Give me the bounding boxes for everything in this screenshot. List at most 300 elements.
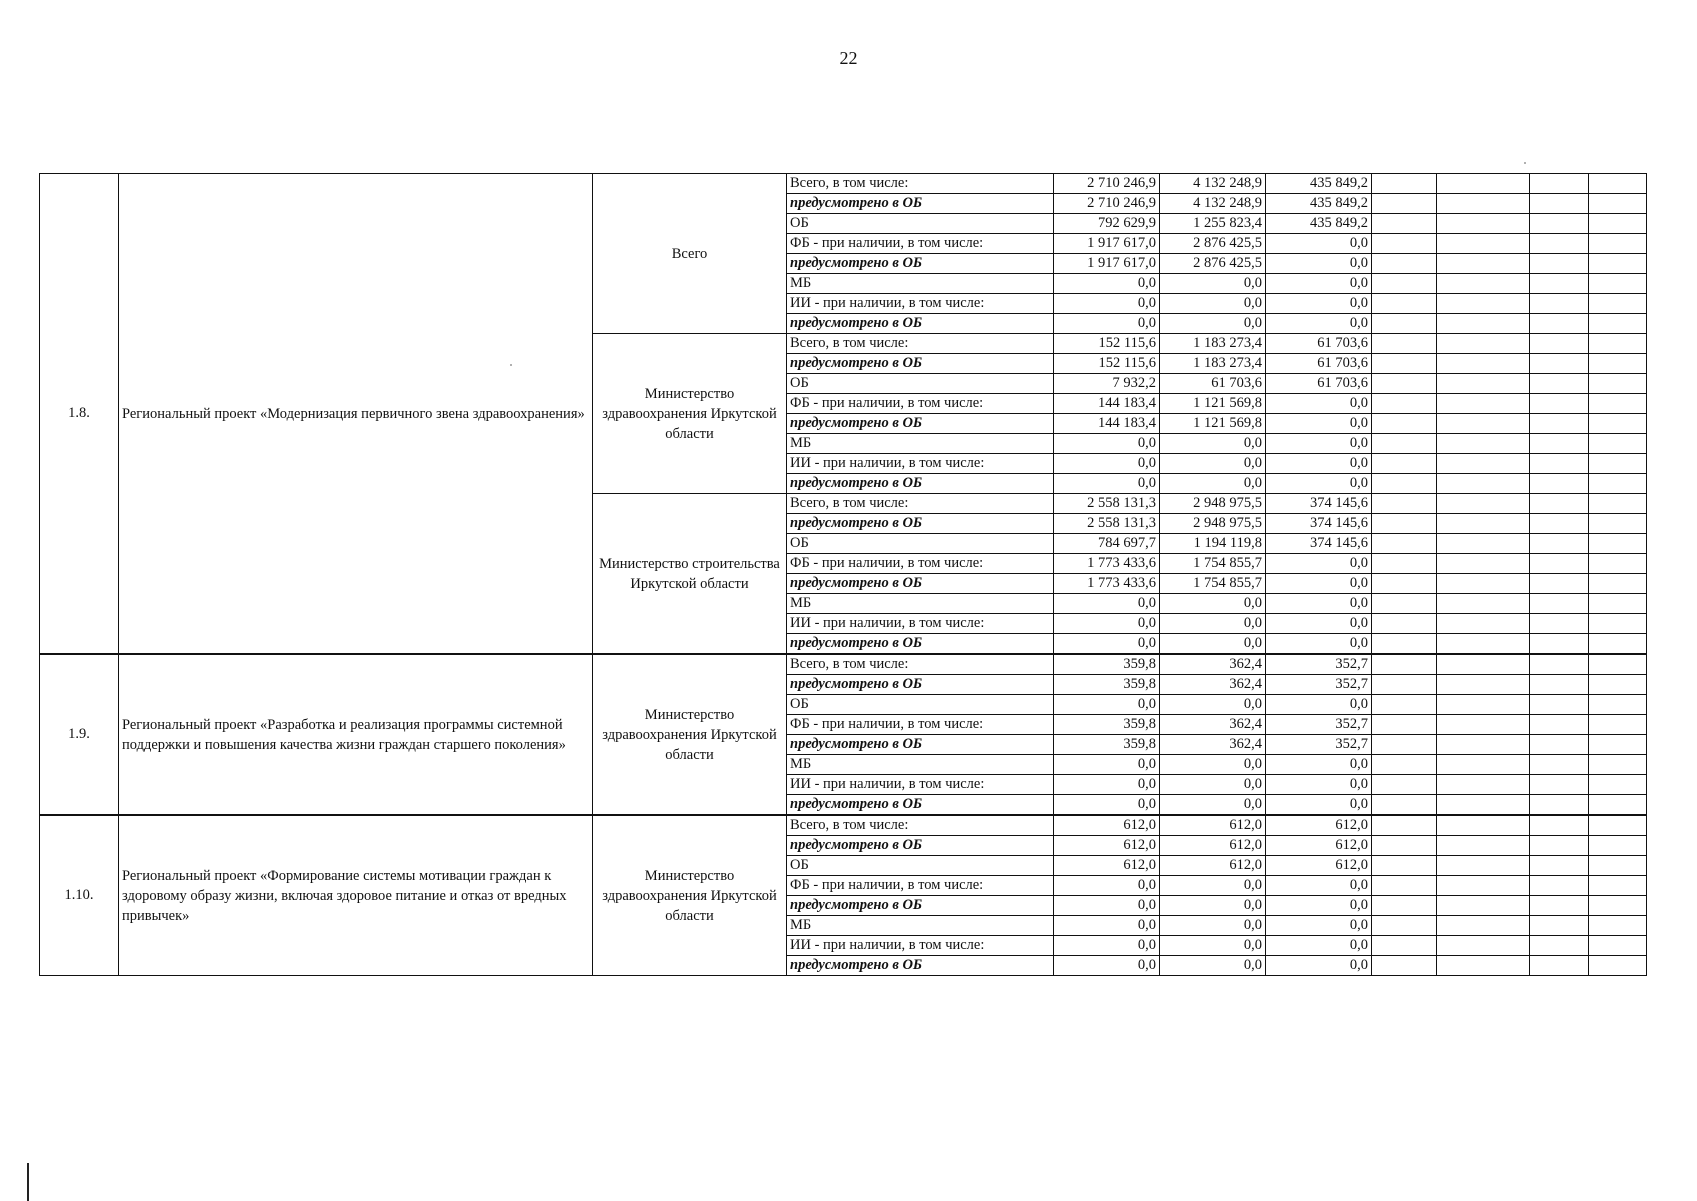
empty-cell xyxy=(1372,654,1437,675)
empty-cell xyxy=(1530,735,1589,755)
empty-cell xyxy=(1530,174,1589,194)
empty-cell xyxy=(1437,414,1530,434)
funding-source-label: МБ xyxy=(787,434,1054,454)
empty-cell xyxy=(1372,274,1437,294)
empty-cell xyxy=(1530,434,1589,454)
funding-source-label: ИИ - при наличии, в том числе: xyxy=(787,936,1054,956)
empty-cell xyxy=(1530,815,1589,836)
amount-year-3: 435 849,2 xyxy=(1266,194,1372,214)
amount-year-2: 0,0 xyxy=(1160,876,1266,896)
empty-cell xyxy=(1437,715,1530,735)
amount-year-3: 352,7 xyxy=(1266,654,1372,675)
project-name: Региональный проект «Модернизация первичного звена здравоохранения» xyxy=(119,174,593,655)
empty-cell xyxy=(1589,474,1647,494)
amount-year-1: 1 773 433,6 xyxy=(1054,574,1160,594)
empty-cell xyxy=(1437,614,1530,634)
empty-cell xyxy=(1437,695,1530,715)
amount-year-2: 61 703,6 xyxy=(1160,374,1266,394)
funding-source-label: предусмотрено в ОБ xyxy=(787,354,1054,374)
empty-cell xyxy=(1372,294,1437,314)
funding-source-label: предусмотрено в ОБ xyxy=(787,675,1054,695)
empty-cell xyxy=(1372,214,1437,234)
empty-cell xyxy=(1372,795,1437,816)
empty-cell xyxy=(1372,314,1437,334)
empty-cell xyxy=(1372,775,1437,795)
empty-cell xyxy=(1530,314,1589,334)
empty-cell xyxy=(1437,294,1530,314)
empty-cell xyxy=(1589,374,1647,394)
executor-name: Министерство здравоохранения Иркутской области xyxy=(593,815,787,976)
amount-year-1: 2 710 246,9 xyxy=(1054,194,1160,214)
empty-cell xyxy=(1372,936,1437,956)
amount-year-1: 784 697,7 xyxy=(1054,534,1160,554)
amount-year-3: 0,0 xyxy=(1266,594,1372,614)
empty-cell xyxy=(1589,334,1647,354)
empty-cell xyxy=(1372,614,1437,634)
margin-mark xyxy=(27,1163,29,1201)
amount-year-2: 2 876 425,5 xyxy=(1160,234,1266,254)
amount-year-2: 1 121 569,8 xyxy=(1160,414,1266,434)
empty-cell xyxy=(1589,896,1647,916)
table-row xyxy=(40,654,1647,675)
amount-year-2: 0,0 xyxy=(1160,936,1266,956)
amount-year-2: 0,0 xyxy=(1160,896,1266,916)
amount-year-2: 1 754 855,7 xyxy=(1160,574,1266,594)
empty-cell xyxy=(1372,876,1437,896)
empty-cell xyxy=(1530,695,1589,715)
empty-cell xyxy=(1372,234,1437,254)
funding-source-label: предусмотрено в ОБ xyxy=(787,956,1054,976)
empty-cell xyxy=(1437,594,1530,614)
empty-cell xyxy=(1372,715,1437,735)
amount-year-2: 0,0 xyxy=(1160,614,1266,634)
empty-cell xyxy=(1372,836,1437,856)
amount-year-3: 0,0 xyxy=(1266,414,1372,434)
amount-year-2: 362,4 xyxy=(1160,654,1266,675)
amount-year-3: 0,0 xyxy=(1266,434,1372,454)
funding-source-label: предусмотрено в ОБ xyxy=(787,514,1054,534)
empty-cell xyxy=(1530,795,1589,816)
empty-cell xyxy=(1530,534,1589,554)
empty-cell xyxy=(1589,274,1647,294)
funding-source-label: ИИ - при наличии, в том числе: xyxy=(787,454,1054,474)
amount-year-2: 362,4 xyxy=(1160,735,1266,755)
amount-year-2: 0,0 xyxy=(1160,274,1266,294)
amount-year-1: 7 932,2 xyxy=(1054,374,1160,394)
amount-year-3: 374 145,6 xyxy=(1266,514,1372,534)
amount-year-3: 0,0 xyxy=(1266,614,1372,634)
empty-cell xyxy=(1372,675,1437,695)
amount-year-1: 0,0 xyxy=(1054,594,1160,614)
funding-source-label: предусмотрено в ОБ xyxy=(787,414,1054,434)
amount-year-2: 362,4 xyxy=(1160,715,1266,735)
empty-cell xyxy=(1437,334,1530,354)
empty-cell xyxy=(1437,234,1530,254)
empty-cell xyxy=(1530,334,1589,354)
amount-year-3: 0,0 xyxy=(1266,896,1372,916)
empty-cell xyxy=(1372,514,1437,534)
amount-year-1: 0,0 xyxy=(1054,614,1160,634)
empty-cell xyxy=(1372,815,1437,836)
amount-year-2: 0,0 xyxy=(1160,916,1266,936)
amount-year-2: 4 132 248,9 xyxy=(1160,194,1266,214)
empty-cell xyxy=(1589,775,1647,795)
funding-source-label: предусмотрено в ОБ xyxy=(787,194,1054,214)
empty-cell xyxy=(1589,916,1647,936)
empty-cell xyxy=(1589,394,1647,414)
amount-year-1: 612,0 xyxy=(1054,815,1160,836)
amount-year-1: 0,0 xyxy=(1054,916,1160,936)
funding-source-label: ФБ - при наличии, в том числе: xyxy=(787,234,1054,254)
item-number: 1.9. xyxy=(40,654,119,815)
empty-cell xyxy=(1589,956,1647,976)
amount-year-3: 61 703,6 xyxy=(1266,374,1372,394)
amount-year-2: 1 255 823,4 xyxy=(1160,214,1266,234)
amount-year-2: 0,0 xyxy=(1160,314,1266,334)
empty-cell xyxy=(1372,374,1437,394)
funding-source-label: предусмотрено в ОБ xyxy=(787,795,1054,816)
executor-name: Всего xyxy=(593,174,787,334)
amount-year-1: 0,0 xyxy=(1054,474,1160,494)
amount-year-2: 0,0 xyxy=(1160,755,1266,775)
empty-cell xyxy=(1437,795,1530,816)
empty-cell xyxy=(1372,755,1437,775)
empty-cell xyxy=(1437,394,1530,414)
empty-cell xyxy=(1589,755,1647,775)
empty-cell xyxy=(1372,956,1437,976)
empty-cell xyxy=(1530,856,1589,876)
empty-cell xyxy=(1530,234,1589,254)
amount-year-2: 2 876 425,5 xyxy=(1160,254,1266,274)
amount-year-1: 0,0 xyxy=(1054,896,1160,916)
scan-speck xyxy=(510,364,512,366)
amount-year-1: 0,0 xyxy=(1054,434,1160,454)
funding-source-label: Всего, в том числе: xyxy=(787,815,1054,836)
amount-year-3: 352,7 xyxy=(1266,735,1372,755)
empty-cell xyxy=(1589,214,1647,234)
empty-cell xyxy=(1589,735,1647,755)
funding-source-label: МБ xyxy=(787,274,1054,294)
empty-cell xyxy=(1372,735,1437,755)
empty-cell xyxy=(1437,254,1530,274)
amount-year-3: 0,0 xyxy=(1266,274,1372,294)
empty-cell xyxy=(1530,194,1589,214)
funding-table xyxy=(39,173,1647,976)
empty-cell xyxy=(1372,194,1437,214)
amount-year-1: 359,8 xyxy=(1054,715,1160,735)
amount-year-3: 0,0 xyxy=(1266,956,1372,976)
amount-year-2: 1 754 855,7 xyxy=(1160,554,1266,574)
amount-year-3: 0,0 xyxy=(1266,294,1372,314)
project-name: Региональный проект «Разработка и реализация программы системной поддержки и повышения качества жизни граждан старшего поколения» xyxy=(119,654,593,815)
funding-source-label: МБ xyxy=(787,755,1054,775)
amount-year-1: 0,0 xyxy=(1054,956,1160,976)
empty-cell xyxy=(1437,574,1530,594)
empty-cell xyxy=(1530,454,1589,474)
amount-year-1: 0,0 xyxy=(1054,695,1160,715)
empty-cell xyxy=(1437,354,1530,374)
amount-year-1: 1 917 617,0 xyxy=(1054,254,1160,274)
empty-cell xyxy=(1530,654,1589,675)
amount-year-3: 0,0 xyxy=(1266,795,1372,816)
empty-cell xyxy=(1589,314,1647,334)
funding-source-label: Всего, в том числе: xyxy=(787,654,1054,675)
empty-cell xyxy=(1437,634,1530,655)
funding-source-label: ОБ xyxy=(787,856,1054,876)
empty-cell xyxy=(1372,434,1437,454)
funding-source-label: предусмотрено в ОБ xyxy=(787,634,1054,655)
amount-year-1: 612,0 xyxy=(1054,836,1160,856)
empty-cell xyxy=(1589,414,1647,434)
empty-cell xyxy=(1589,434,1647,454)
empty-cell xyxy=(1530,916,1589,936)
item-number: 1.8. xyxy=(40,174,119,655)
amount-year-2: 0,0 xyxy=(1160,634,1266,655)
empty-cell xyxy=(1589,936,1647,956)
empty-cell xyxy=(1437,755,1530,775)
amount-year-3: 0,0 xyxy=(1266,775,1372,795)
empty-cell xyxy=(1372,454,1437,474)
empty-cell xyxy=(1437,896,1530,916)
empty-cell xyxy=(1589,815,1647,836)
funding-source-label: Всего, в том числе: xyxy=(787,334,1054,354)
amount-year-2: 0,0 xyxy=(1160,795,1266,816)
funding-source-label: ФБ - при наличии, в том числе: xyxy=(787,554,1054,574)
amount-year-3: 0,0 xyxy=(1266,634,1372,655)
funding-source-label: ИИ - при наличии, в том числе: xyxy=(787,614,1054,634)
amount-year-2: 0,0 xyxy=(1160,956,1266,976)
empty-cell xyxy=(1589,574,1647,594)
empty-cell xyxy=(1589,194,1647,214)
empty-cell xyxy=(1530,675,1589,695)
empty-cell xyxy=(1530,715,1589,735)
empty-cell xyxy=(1530,876,1589,896)
funding-source-label: Всего, в том числе: xyxy=(787,174,1054,194)
empty-cell xyxy=(1372,354,1437,374)
amount-year-1: 0,0 xyxy=(1054,775,1160,795)
amount-year-3: 0,0 xyxy=(1266,695,1372,715)
funding-source-label: МБ xyxy=(787,916,1054,936)
empty-cell xyxy=(1530,354,1589,374)
empty-cell xyxy=(1372,474,1437,494)
amount-year-1: 792 629,9 xyxy=(1054,214,1160,234)
empty-cell xyxy=(1589,715,1647,735)
empty-cell xyxy=(1437,916,1530,936)
empty-cell xyxy=(1589,594,1647,614)
amount-year-2: 2 948 975,5 xyxy=(1160,494,1266,514)
empty-cell xyxy=(1437,534,1530,554)
empty-cell xyxy=(1437,314,1530,334)
empty-cell xyxy=(1372,594,1437,614)
funding-source-label: предусмотрено в ОБ xyxy=(787,836,1054,856)
empty-cell xyxy=(1437,514,1530,534)
amount-year-1: 2 710 246,9 xyxy=(1054,174,1160,194)
empty-cell xyxy=(1437,434,1530,454)
amount-year-3: 0,0 xyxy=(1266,574,1372,594)
funding-source-label: ФБ - при наличии, в том числе: xyxy=(787,876,1054,896)
empty-cell xyxy=(1437,936,1530,956)
amount-year-1: 359,8 xyxy=(1054,675,1160,695)
empty-cell xyxy=(1530,775,1589,795)
amount-year-2: 0,0 xyxy=(1160,594,1266,614)
amount-year-1: 0,0 xyxy=(1054,454,1160,474)
amount-year-3: 435 849,2 xyxy=(1266,214,1372,234)
empty-cell xyxy=(1437,194,1530,214)
empty-cell xyxy=(1589,795,1647,816)
empty-cell xyxy=(1530,414,1589,434)
funding-source-label: ИИ - при наличии, в том числе: xyxy=(787,294,1054,314)
amount-year-3: 0,0 xyxy=(1266,876,1372,896)
amount-year-2: 0,0 xyxy=(1160,294,1266,314)
empty-cell xyxy=(1372,334,1437,354)
amount-year-1: 1 773 433,6 xyxy=(1054,554,1160,574)
executor-name: Министерство здравоохранения Иркутской области xyxy=(593,654,787,815)
amount-year-1: 152 115,6 xyxy=(1054,354,1160,374)
empty-cell xyxy=(1437,274,1530,294)
amount-year-1: 612,0 xyxy=(1054,856,1160,876)
funding-source-label: ОБ xyxy=(787,534,1054,554)
empty-cell xyxy=(1589,876,1647,896)
empty-cell xyxy=(1530,634,1589,655)
empty-cell xyxy=(1437,654,1530,675)
empty-cell xyxy=(1437,856,1530,876)
funding-source-label: ИИ - при наличии, в том числе: xyxy=(787,775,1054,795)
funding-source-label: предусмотрено в ОБ xyxy=(787,896,1054,916)
empty-cell xyxy=(1530,474,1589,494)
amount-year-3: 612,0 xyxy=(1266,836,1372,856)
empty-cell xyxy=(1589,494,1647,514)
empty-cell xyxy=(1589,514,1647,534)
amount-year-3: 61 703,6 xyxy=(1266,354,1372,374)
amount-year-2: 612,0 xyxy=(1160,815,1266,836)
empty-cell xyxy=(1437,675,1530,695)
amount-year-2: 0,0 xyxy=(1160,695,1266,715)
amount-year-2: 0,0 xyxy=(1160,434,1266,454)
amount-year-1: 0,0 xyxy=(1054,314,1160,334)
amount-year-1: 1 917 617,0 xyxy=(1054,234,1160,254)
empty-cell xyxy=(1589,675,1647,695)
amount-year-3: 61 703,6 xyxy=(1266,334,1372,354)
empty-cell xyxy=(1589,534,1647,554)
empty-cell xyxy=(1437,836,1530,856)
funding-source-label: Всего, в том числе: xyxy=(787,494,1054,514)
amount-year-3: 0,0 xyxy=(1266,916,1372,936)
empty-cell xyxy=(1589,554,1647,574)
amount-year-2: 612,0 xyxy=(1160,856,1266,876)
amount-year-3: 352,7 xyxy=(1266,715,1372,735)
amount-year-3: 0,0 xyxy=(1266,474,1372,494)
amount-year-3: 0,0 xyxy=(1266,554,1372,574)
amount-year-3: 374 145,6 xyxy=(1266,534,1372,554)
funding-source-label: предусмотрено в ОБ xyxy=(787,474,1054,494)
amount-year-2: 1 183 273,4 xyxy=(1160,354,1266,374)
empty-cell xyxy=(1372,574,1437,594)
amount-year-1: 144 183,4 xyxy=(1054,394,1160,414)
amount-year-1: 2 558 131,3 xyxy=(1054,494,1160,514)
empty-cell xyxy=(1372,554,1437,574)
amount-year-2: 612,0 xyxy=(1160,836,1266,856)
funding-source-label: предусмотрено в ОБ xyxy=(787,314,1054,334)
empty-cell xyxy=(1530,394,1589,414)
empty-cell xyxy=(1437,474,1530,494)
empty-cell xyxy=(1530,254,1589,274)
amount-year-3: 374 145,6 xyxy=(1266,494,1372,514)
funding-source-label: ФБ - при наличии, в том числе: xyxy=(787,715,1054,735)
scan-speck xyxy=(1524,162,1526,164)
empty-cell xyxy=(1530,374,1589,394)
amount-year-3: 0,0 xyxy=(1266,234,1372,254)
funding-source-label: ОБ xyxy=(787,214,1054,234)
amount-year-1: 0,0 xyxy=(1054,936,1160,956)
amount-year-3: 0,0 xyxy=(1266,454,1372,474)
funding-source-label: предусмотрено в ОБ xyxy=(787,735,1054,755)
amount-year-1: 2 558 131,3 xyxy=(1054,514,1160,534)
amount-year-3: 0,0 xyxy=(1266,936,1372,956)
amount-year-1: 0,0 xyxy=(1054,274,1160,294)
empty-cell xyxy=(1589,614,1647,634)
empty-cell xyxy=(1530,574,1589,594)
funding-source-label: ОБ xyxy=(787,374,1054,394)
empty-cell xyxy=(1437,876,1530,896)
funding-source-label: ОБ xyxy=(787,695,1054,715)
empty-cell xyxy=(1530,514,1589,534)
amount-year-3: 612,0 xyxy=(1266,856,1372,876)
table-row xyxy=(40,815,1647,836)
empty-cell xyxy=(1437,735,1530,755)
amount-year-1: 359,8 xyxy=(1054,735,1160,755)
empty-cell xyxy=(1589,654,1647,675)
empty-cell xyxy=(1437,454,1530,474)
empty-cell xyxy=(1372,695,1437,715)
amount-year-3: 352,7 xyxy=(1266,675,1372,695)
amount-year-1: 359,8 xyxy=(1054,654,1160,675)
amount-year-1: 152 115,6 xyxy=(1054,334,1160,354)
project-name: Региональный проект «Формирование системы мотивации граждан к здоровому образу жизни, включая здоровое питание и отказ от вредных привычек» xyxy=(119,815,593,976)
empty-cell xyxy=(1589,695,1647,715)
amount-year-3: 0,0 xyxy=(1266,254,1372,274)
empty-cell xyxy=(1372,254,1437,274)
empty-cell xyxy=(1372,494,1437,514)
empty-cell xyxy=(1372,534,1437,554)
empty-cell xyxy=(1589,836,1647,856)
empty-cell xyxy=(1437,815,1530,836)
table-row xyxy=(40,174,1647,194)
amount-year-2: 4 132 248,9 xyxy=(1160,174,1266,194)
empty-cell xyxy=(1372,856,1437,876)
empty-cell xyxy=(1372,896,1437,916)
empty-cell xyxy=(1530,594,1589,614)
amount-year-3: 435 849,2 xyxy=(1266,174,1372,194)
amount-year-3: 0,0 xyxy=(1266,314,1372,334)
amount-year-3: 0,0 xyxy=(1266,755,1372,775)
empty-cell xyxy=(1530,836,1589,856)
executor-name: Министерство строительства Иркутской области xyxy=(593,494,787,655)
amount-year-1: 0,0 xyxy=(1054,634,1160,655)
empty-cell xyxy=(1530,896,1589,916)
empty-cell xyxy=(1372,916,1437,936)
funding-source-label: предусмотрено в ОБ xyxy=(787,574,1054,594)
item-number: 1.10. xyxy=(40,815,119,976)
empty-cell xyxy=(1530,214,1589,234)
funding-source-label: МБ xyxy=(787,594,1054,614)
empty-cell xyxy=(1437,374,1530,394)
empty-cell xyxy=(1589,354,1647,374)
page-number: 22 xyxy=(839,48,858,68)
empty-cell xyxy=(1589,234,1647,254)
amount-year-3: 0,0 xyxy=(1266,394,1372,414)
empty-cell xyxy=(1530,936,1589,956)
empty-cell xyxy=(1589,454,1647,474)
